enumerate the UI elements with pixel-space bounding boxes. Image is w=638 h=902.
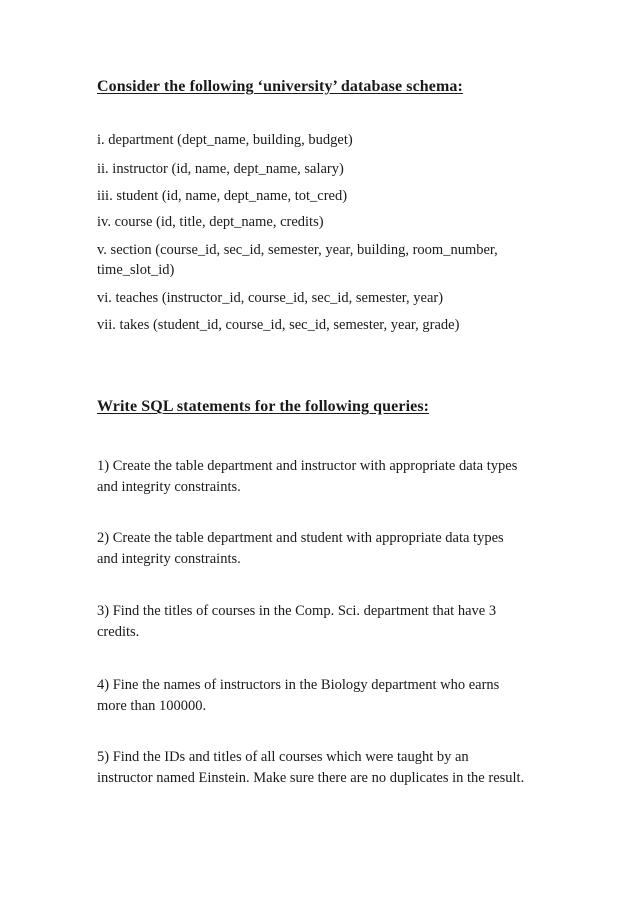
query-4-line-1: 4) Fine the names of instructors in the Biology department who earns bbox=[97, 677, 500, 693]
schema-heading: Consider the following ‘university’ database schema: bbox=[97, 78, 463, 95]
query-1-line-2: and integrity constraints. bbox=[97, 479, 241, 495]
schema-item-takes: vii. takes (student_id, course_id, sec_id, semester, year, grade) bbox=[97, 317, 460, 333]
schema-item-instructor: ii. instructor (id, name, dept_name, salary) bbox=[97, 161, 344, 177]
query-2-line-1: 2) Create the table department and student with appropriate data types bbox=[97, 530, 504, 546]
query-3-line-2: credits. bbox=[97, 624, 140, 640]
query-3-line-1: 3) Find the titles of courses in the Comp. Sci. department that have 3 bbox=[97, 603, 497, 619]
schema-item-course: iv. course (id, title, dept_name, credits) bbox=[97, 214, 324, 230]
query-4-line-2: more than 100000. bbox=[97, 698, 207, 714]
query-1-line-1: 1) Create the table department and instructor with appropriate data types bbox=[97, 458, 518, 474]
query-2-line-2: and integrity constraints. bbox=[97, 551, 241, 567]
query-1 bbox=[97, 456, 557, 498]
schema-item-department: i. department (dept_name, building, budget) bbox=[97, 132, 353, 148]
query-5 bbox=[97, 747, 557, 789]
schema-item-student: iii. student (id, name, dept_name, tot_cred) bbox=[97, 188, 348, 204]
query-5-line-2: instructor named Einstein. Make sure there are no duplicates in the result. bbox=[97, 770, 525, 786]
queries-heading: Write SQL statements for the following queries: bbox=[97, 398, 430, 415]
query-3 bbox=[97, 601, 557, 643]
query-5-line-1: 5) Find the IDs and titles of all courses which were taught by an bbox=[97, 749, 469, 765]
schema-item-section-continued: time_slot_id) bbox=[97, 262, 175, 278]
query-2 bbox=[97, 528, 557, 570]
schema-item-teaches: vi. teaches (instructor_id, course_id, sec_id, semester, year) bbox=[97, 290, 444, 306]
query-4 bbox=[97, 675, 557, 717]
schema-item-section: v. section (course_id, sec_id, semester, year, building, room_number, bbox=[97, 242, 498, 258]
